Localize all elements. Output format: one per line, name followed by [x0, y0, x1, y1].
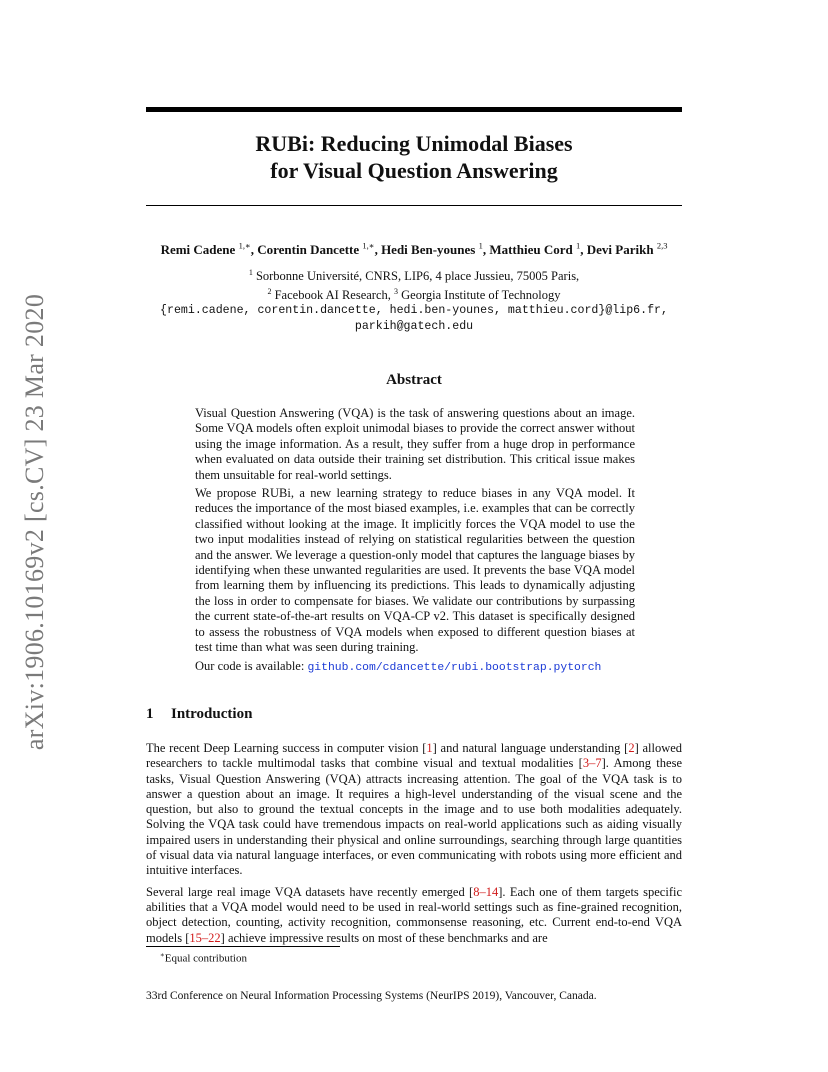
paragraph-text: ] achieve impressive results on most of these benchmarks and are [220, 930, 548, 945]
affiliation-line-1 [120, 265, 708, 284]
abstract-heading: Abstract [386, 372, 442, 388]
email-line-2: parkih@gatech.edu [354, 320, 474, 334]
author-name: Devi Parikh [586, 242, 654, 258]
affiliation-line-2 [120, 284, 708, 303]
body-paragraph [146, 741, 682, 879]
author-separator: , [250, 242, 258, 258]
abstract-paragraph: Visual Question Answering (VQA) is the task of answering questions about an image. Some VQA models often exploit unimodal biases to provide the correct answer without using the image information. As a result, they suffer from a huge drop in performance when evaluated on data outside their training set distribution. This critical issue makes them unsuitable for real-world settings. [195, 406, 635, 482]
affiliation-mark: 3 [394, 287, 398, 297]
author-list [120, 241, 708, 258]
citation-link[interactable]: 8–14 [473, 884, 499, 899]
abstract-body [195, 406, 635, 679]
citation-link[interactable]: 2 [628, 741, 635, 755]
abstract-code-line [195, 659, 635, 676]
abstract-paragraph: We propose RUBi, a new learning strategy to reduce biases in any VQA model. It reduces the importance of the most biased examples, i.e. examples that can be correctly classified without looking at the image. It implicitly forces the VQA model to use the two input modalities instead of relying on statistical regularities between the question and the answer. We leverage a question-only model that captures the language biases by identifying when these unwanted regularities are used. It prevents the base VQA model from learning them by influencing its predictions. This leads to dynamically adjusting the loss in order to compensate for biases. We validate our contributions by surpassing the current state-of-the-art results on VQA-CP v2. This dataset is specifically designed to assess the robustness of VQA models when exposed to different question biases at test time than what was seen during training. [195, 486, 635, 655]
arxiv-identifier: arXiv:1906.10169v2 [cs.CV] 23 Mar 2020 [20, 293, 49, 751]
affiliations [120, 265, 708, 335]
author [489, 242, 586, 257]
citation-link[interactable]: 15–22 [189, 930, 221, 945]
conference-note: 33rd Conference on Neural Information Processing Systems (NeurIPS 2019), Vancouver, Canada. [146, 990, 597, 1002]
affiliation-mark: 2 [267, 287, 272, 297]
author-name: Hedi Ben-younes [381, 242, 476, 258]
section-title: Introduction [171, 706, 253, 722]
code-availability-text: Our code is available: [195, 658, 308, 673]
footnote [160, 951, 247, 965]
paragraph-text: The recent Deep Learning success in computer vision [ [146, 741, 427, 755]
citation-link[interactable]: 1 [426, 741, 433, 755]
affiliation-text: Facebook AI Research, [274, 288, 391, 303]
author-name: Remi Cadene [160, 242, 236, 258]
paper-title [146, 130, 682, 184]
author-mark: 1 [478, 241, 483, 251]
affiliation-mark: 1 [248, 268, 253, 277]
affiliation-text: Sorbonne Université, CNRS, LIP6, 4 place Jussieu, 75005 Paris, [255, 269, 580, 284]
author [587, 242, 668, 257]
author [257, 242, 381, 257]
title-top-rule [146, 107, 682, 112]
author-name: Matthieu Cord [489, 242, 573, 258]
paragraph-text: ]. Each one of them targets specific abilities that a VQA model would need to be used in real-world settings such as fine-grained recognition, object detection, counting, activity recognition, commonsense reasoning, etc. Current end-to-end VQA models [ [146, 884, 683, 945]
introduction-body [146, 741, 682, 952]
paragraph-text: ] and natural language understanding [ [432, 741, 629, 755]
paragraph-text: ]. Among these tasks, Visual Question Answering (VQA) attracts increasing attention. The goal of the VQA task is to answer a question about an image. It requires a high-level understanding of the visual scene and the question, but also to ground the textual concepts in the image and to use both modalities adequately. Solving the VQA task could have tremendous impacts on real-world applications such as aiding visually impaired users in understanding their physical and online surroundings, searching through large quantities of visual data via natural language interfaces, or even communicating with robots using more efficient and intuitive interfaces. [146, 756, 682, 878]
author-mark: 1 [576, 241, 581, 251]
footnote-text: Equal contribution [164, 952, 247, 965]
affiliation-text: Georgia Institute of Technology [401, 288, 561, 303]
section-heading [146, 706, 252, 723]
author-mark: 1,∗ [238, 241, 251, 251]
footnote-rule [146, 946, 340, 947]
paragraph-text: Several large real image VQA datasets have recently emerged [ [146, 884, 474, 899]
section-number: 1 [146, 706, 154, 722]
body-paragraph [146, 885, 682, 946]
email-line-1: {remi.cadene, corentin.dancette, hedi.ben-younes, matthieu.cord}@lip6.fr, [160, 304, 668, 318]
author-separator: , [482, 242, 490, 258]
footnote-mark: ∗ [160, 951, 165, 959]
citation-link[interactable]: 3–7 [582, 756, 602, 771]
code-repository-link[interactable]: github.com/cdancette/rubi.bootstrap.pytorch [307, 661, 602, 674]
author-name: Corentin Dancette [257, 242, 360, 258]
title-line-1: RUBi: Reducing Unimodal Biases [255, 131, 573, 156]
author-mark: 1,∗ [362, 241, 375, 251]
author-mark: 2,3 [656, 241, 668, 251]
title-line-2: for Visual Question Answering [270, 158, 558, 183]
author [161, 242, 258, 257]
author-separator: , [374, 242, 382, 258]
paragraph-text: ] allowed researchers to tackle multimodal tasks that combine visual and textual modalities [ [146, 741, 683, 771]
author [381, 242, 489, 257]
title-bottom-rule [146, 205, 682, 206]
author-separator: , [580, 242, 587, 258]
